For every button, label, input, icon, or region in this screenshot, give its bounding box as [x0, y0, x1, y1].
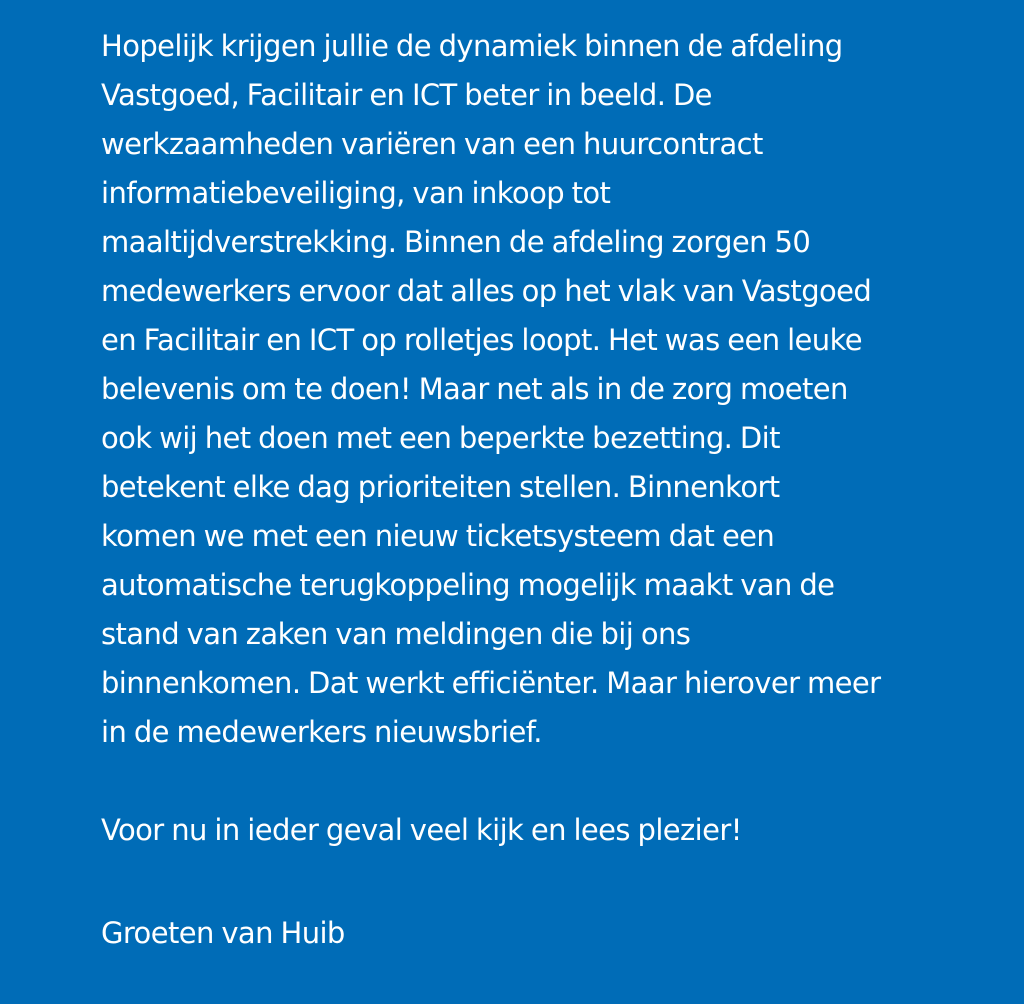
body-line: automatische terugkoppeling mogelijk maakt van de [101, 568, 835, 602]
body-line: en Facilitair en ICT op rolletjes loopt. Het was een leuke [101, 323, 862, 357]
closing-line: Voor nu in ieder geval veel kijk en lees plezier! [101, 813, 742, 847]
body-line: ook wij het doen met een beperkte bezetting. Dit [101, 421, 780, 455]
body-line: stand van zaken van meldingen die bij ons [101, 617, 691, 651]
signoff-line: Groeten van Huib [101, 916, 345, 950]
body-line: komen we met een nieuw ticketsysteem dat een [101, 519, 775, 553]
body-line: medewerkers ervoor dat alles op het vlak van Vastgoed [101, 274, 872, 308]
body-line: Vastgoed, Facilitair en ICT beter in beeld. De [101, 78, 712, 112]
body-line: binnenkomen. Dat werkt efficiënter. Maar hierover meer [101, 666, 881, 700]
body-line: maaltijdverstrekking. Binnen de afdeling zorgen 50 [101, 225, 811, 259]
body-line: in de medewerkers nieuwsbrief. [101, 715, 542, 749]
body-paragraph [101, 22, 964, 757]
body-line: werkzaamheden variëren van een huurcontract [101, 127, 763, 161]
body-line: Hopelijk krijgen jullie de dynamiek binnen de afdeling [101, 29, 843, 63]
body-line: belevenis om te doen! Maar net als in de zorg moeten [101, 372, 848, 406]
body-line: betekent elke dag prioriteiten stellen. Binnenkort [101, 470, 780, 504]
body-line: informatiebeveiliging, van inkoop tot [101, 176, 611, 210]
